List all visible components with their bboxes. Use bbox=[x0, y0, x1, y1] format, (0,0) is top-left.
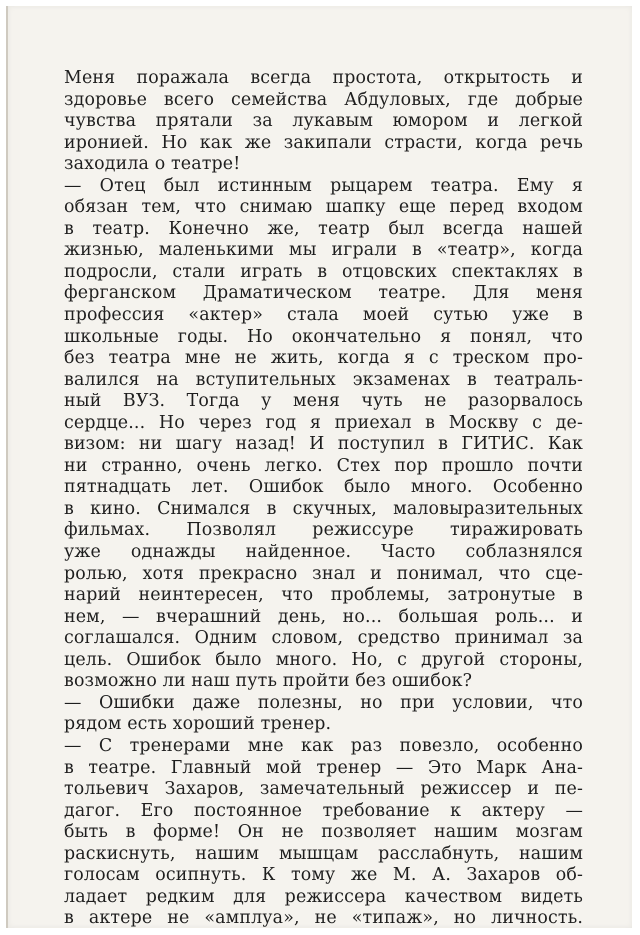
text-line: нарий неинтересен, что проблемы, затронутые в bbox=[64, 585, 583, 606]
text-line: ни странно, очень легко. Стех пор прошло почти bbox=[64, 455, 583, 476]
text-line: ный ВУЗ. Тогда у меня чуть не разорвалось bbox=[64, 391, 583, 412]
text-line: голосам осипнуть. К тому же М. А. Захаров об- bbox=[64, 865, 583, 886]
text-line: быть в форме! Он не позволяет нашим мозгам bbox=[64, 822, 583, 843]
text-line: соглашался. Одним словом, средство принимал за bbox=[64, 628, 583, 649]
text-line: сердце... Но через год я приехал в Москву с де- bbox=[64, 412, 583, 433]
text-line: жизнью, маленькими мы играли в «театр», когда bbox=[64, 240, 583, 261]
text-line: уже однажды найденное. Часто соблазнялся bbox=[64, 542, 583, 563]
text-line: — Отец был истинным рыцарем театра. Ему я bbox=[64, 175, 583, 196]
book-page bbox=[6, 6, 632, 928]
text-line: обязан тем, что снимаю шапку еще перед входом bbox=[64, 197, 583, 218]
text-line: ролью, хотя прекрасно знал и понимал, что сце- bbox=[64, 563, 583, 584]
text-line: иронией. Но как же закипали страсти, когда речь bbox=[64, 132, 583, 153]
text-line: — Ошибки даже полезны, но при условии, что bbox=[64, 692, 583, 713]
text-line: без театра мне не жить, когда я с треском про- bbox=[64, 348, 583, 369]
text-line: рядом есть хороший тренер. bbox=[64, 714, 332, 735]
text-line: пятнадцать лет. Ошибок было много. Особенно bbox=[64, 477, 583, 498]
text-line: здоровье всего семейства Абдуловых, где добрые bbox=[64, 89, 583, 110]
text-line: профессия «актер» стала моей сутью уже в bbox=[64, 305, 583, 326]
text-line: валился на вступительных экзаменах в театраль- bbox=[64, 369, 583, 390]
text-line: заходила о театре! bbox=[64, 154, 241, 175]
text-line: тольевич Захаров, замечательный режиссер и пе- bbox=[64, 779, 583, 800]
text-line: визом: ни шагу назад! И поступил в ГИТИС. Как bbox=[64, 434, 583, 455]
text-line: в театр. Конечно же, театр был всегда нашей bbox=[64, 218, 583, 239]
text-line: возможно ли наш путь пройти без ошибок? bbox=[64, 671, 473, 692]
text-line: дагог. Его постоянное требование к актеру — bbox=[64, 800, 583, 821]
text-line: в актере не «амплуа», не «типаж», но личность. bbox=[64, 908, 583, 929]
text-line: в театре. Главный мой тренер — Это Марк Ана- bbox=[64, 757, 583, 778]
text-line: подросли, стали играть в отцовских спектаклях в bbox=[64, 261, 583, 282]
text-line: чувства прятали за лукавым юмором и легкой bbox=[64, 111, 583, 132]
text-line: в кино. Снимался в скучных, маловыразительных bbox=[64, 498, 583, 519]
text-line: раскиснуть, нашим мышцам расслабнуть, нашим bbox=[64, 843, 583, 864]
text-line: — С тренерами мне как раз повезло, особенно bbox=[64, 735, 583, 756]
text-line: цель. Ошибок было много. Но, с другой стороны, bbox=[64, 649, 583, 670]
text-line: школьные годы. Но окончательно я понял, что bbox=[64, 326, 583, 347]
text-line: фильмах. Позволял режиссуре тиражировать bbox=[64, 520, 583, 541]
text-line: Меня поражала всегда простота, открытость и bbox=[64, 68, 583, 88]
text-line: ферганском Драматическом театре. Для меня bbox=[64, 283, 583, 304]
page-text bbox=[64, 68, 583, 930]
text-line: нем, — вчерашний день, но... большая роль... и bbox=[64, 606, 583, 627]
text-line: ладает редким для режиссера качеством видеть bbox=[64, 886, 583, 907]
